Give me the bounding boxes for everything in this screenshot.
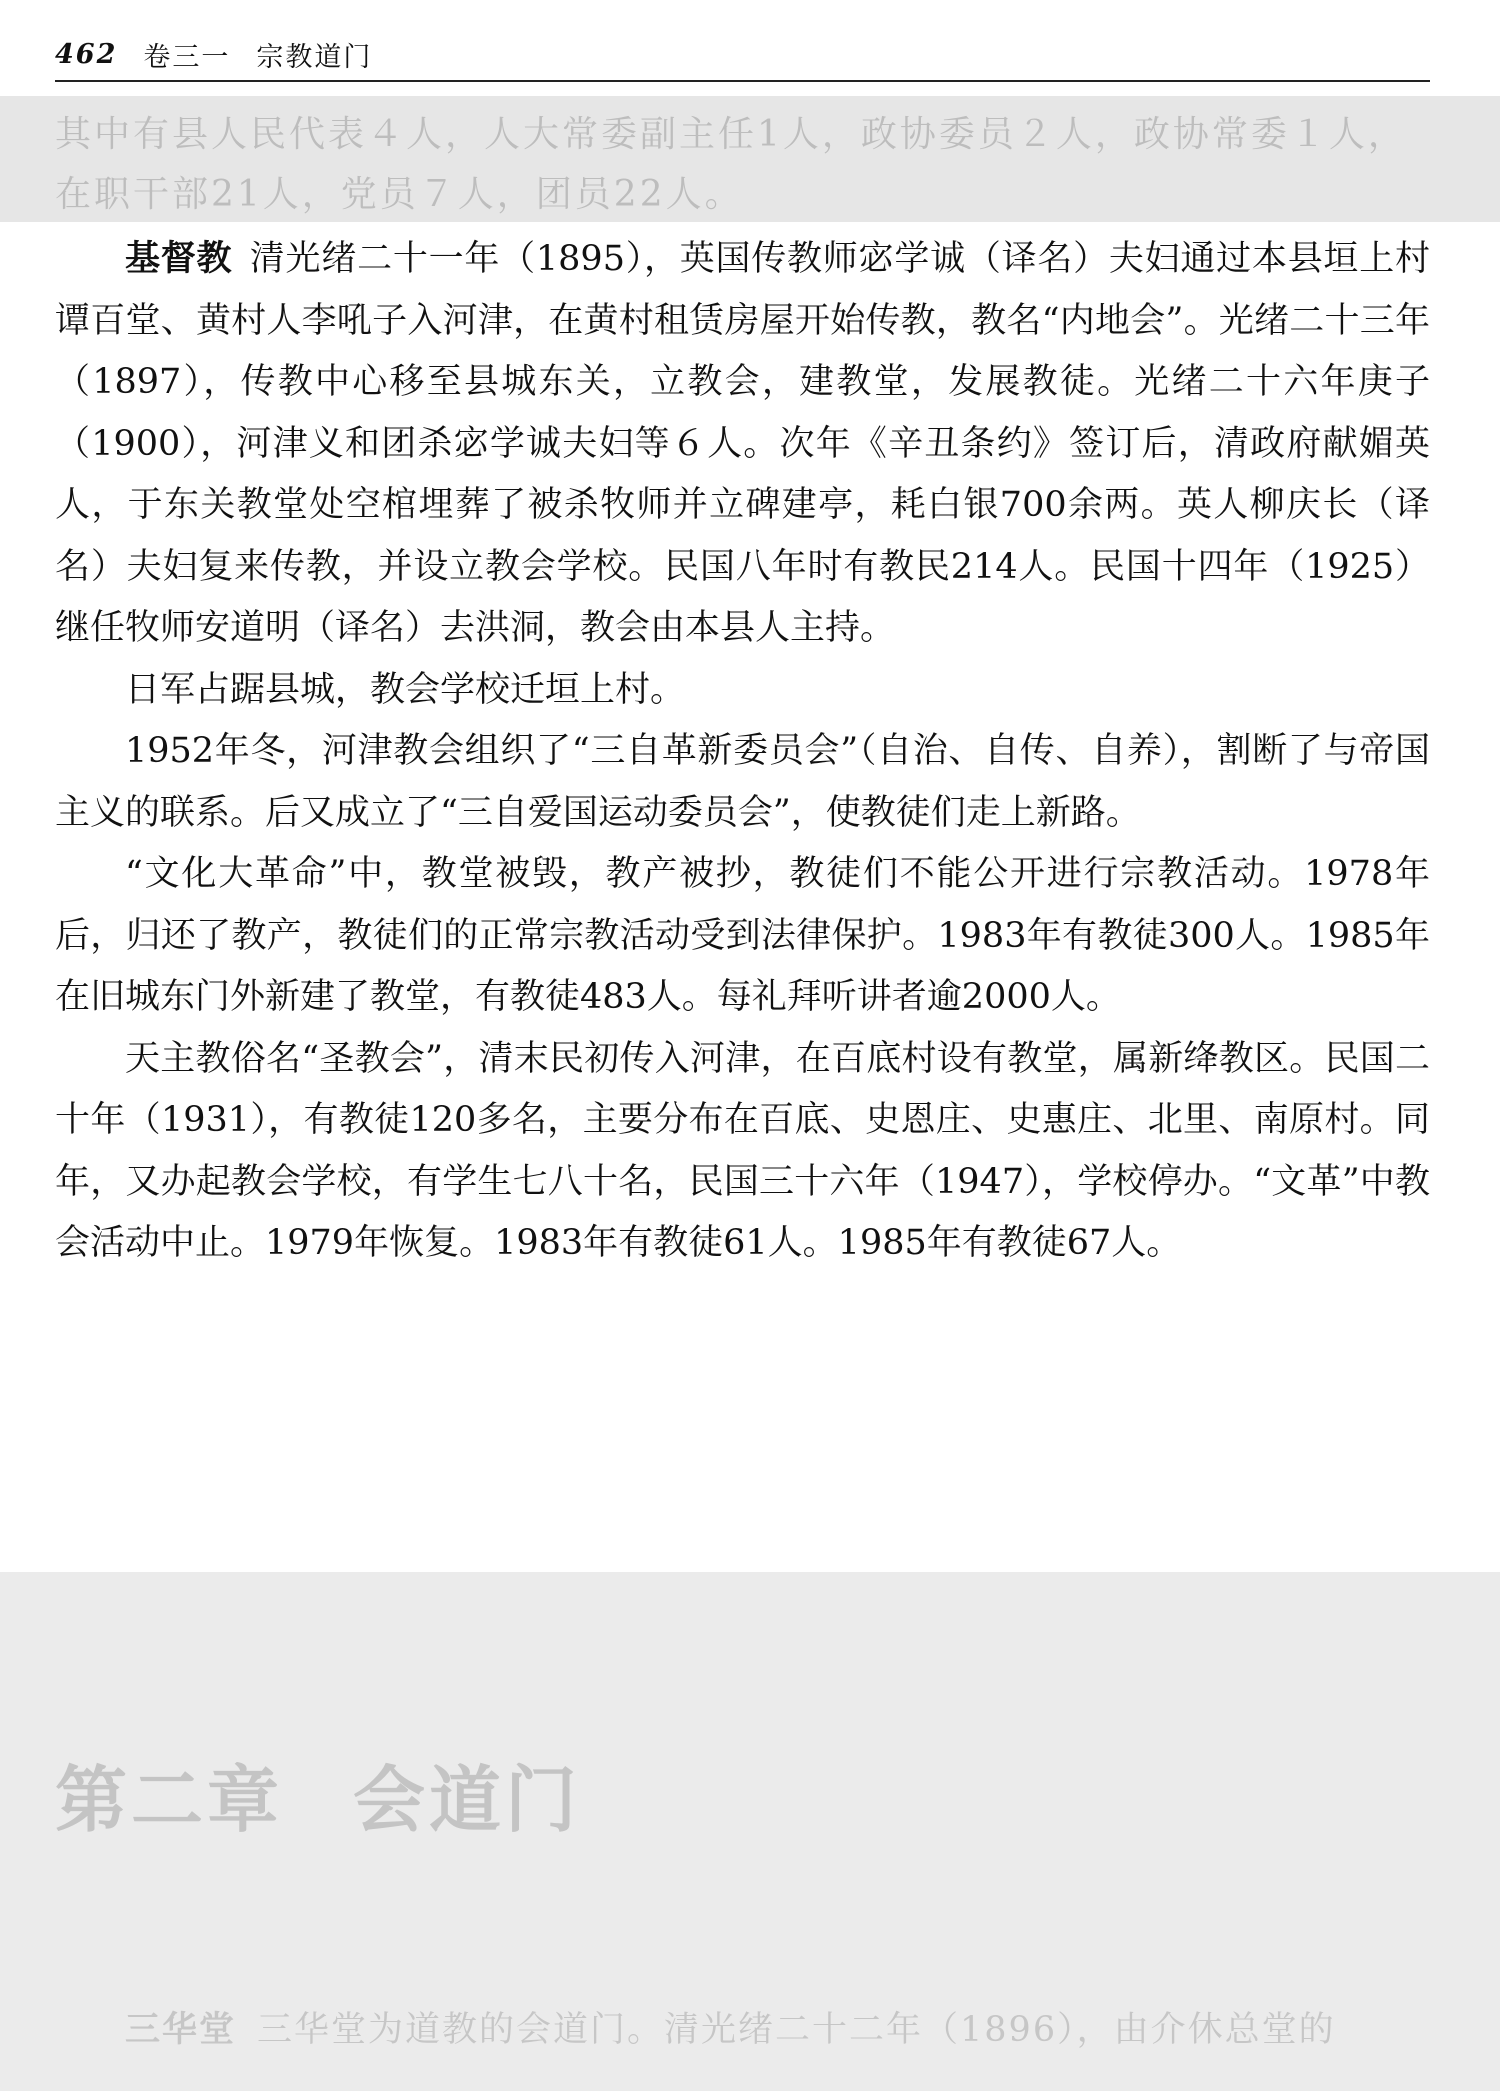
paragraph [55,660,1430,722]
section-label: 宗教道门 [256,41,373,73]
top-band-line-1: 其中有县人民代表４人，人大常委副主任1人，政协委员２人，政协常委１人， [55,114,1407,155]
paragraph-text: 天主教俗名“圣教会”，清末民初传入河津，在百底村设有教堂，属新绛教区。民国二十年（1931），有教徒120多名，主要分布在百底、史恩庄、史惠庄、北里、南原村。同年，又办起教会学校，有学生七八十名，民国三十六年（1947），学校停办。“文革”中教会活动中止。1979年恢复。1983年有教徒61人。1985年有教徒67人。 [55,1038,1430,1263]
chapter-number: 第二章 [55,1757,284,1842]
volume-label: 卷三一 [143,41,231,73]
bottom-paragraph-start [55,2002,1430,2052]
top-overlap-band [0,96,1500,222]
paragraph-lead: 基督教 [125,238,233,279]
paragraph-text: 1952年冬，河津教会组织了“三自革新委员会”（自治、自传、自养），割断了与帝国主义的联系。后又成立了“三自爱国运动委员会”，使教徒们走上新路。 [55,731,1430,833]
paragraph-christianity [55,228,1430,660]
chapter-title [55,1742,581,1846]
paragraph-text: 日军占踞县城，教会学校迁垣上村。 [125,669,686,710]
paragraph-catholicism [55,1029,1430,1275]
running-head [55,28,1430,82]
paragraph-text: “文化大革命”中，教堂被毁，教产被抄，教徒们不能公开进行宗教活动。1978年后，归还了教产，教徒们的正常宗教活动受到法律保护。1983年有教徒300人。1985年在旧城东门外新建了教堂，有教徒483人。每礼拜听讲者逾2000人。 [55,854,1430,1017]
chapter-name: 会道门 [353,1757,582,1842]
paragraph-text: 清光绪二十一年（1895），英国传教师宓学诚（译名）夫妇通过本县垣上村谭百堂、黄村人李吼子入河津，在黄村租赁房屋开始传教，教名“内地会”。光绪二十三年（1897），传教中心移至县城东关，立教会，建教堂，发展教徒。光绪二十六年庚子（1900），河津义和团杀宓学诚夫妇等６人。次年《辛丑条约》签订后，清政府献媚英人，于东关教堂处空棺埋葬了被杀牧师并立碑建亭，耗白银700余两。英人柳庆长（译名）夫妇复来传教，并设立教会学校。民国八年时有教民214人。民国十四年（1925）继任牧师安道明（译名）去洪洞，教会由本县人主持。 [55,239,1430,648]
paragraph [55,844,1430,1029]
paragraph-lead: 三华堂 [125,2009,237,2050]
page-number: 462 [55,38,118,70]
top-band-line-2: 在职干部21人，党员７人，团员22人。 [55,174,744,215]
paragraph [55,721,1430,844]
body-text [55,228,1430,1275]
paragraph-text: 三华堂为道教的会道门。清光绪二十二年（1896），由介休总堂的 [257,2010,1336,2050]
